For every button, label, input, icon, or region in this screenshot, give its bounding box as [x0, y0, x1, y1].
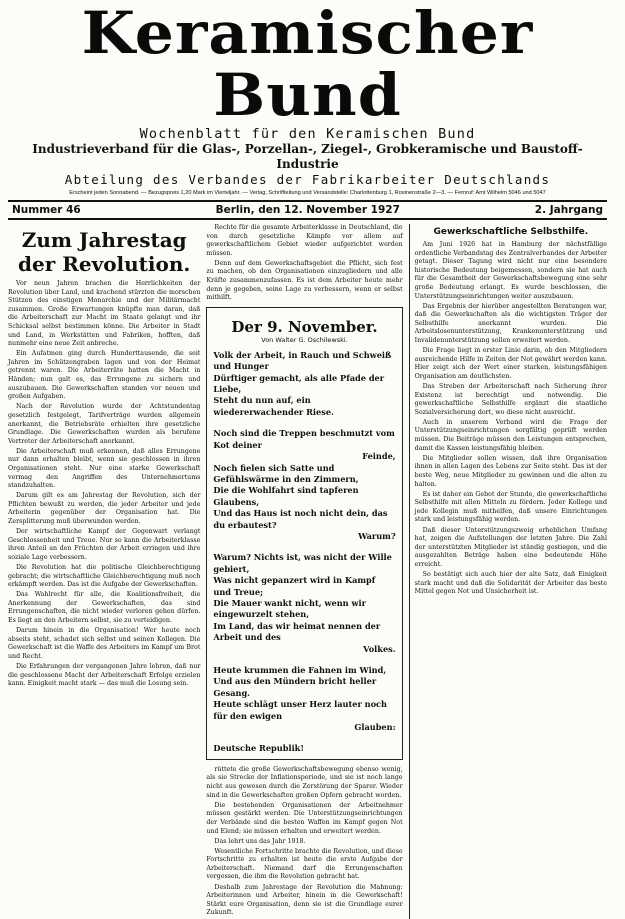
poem-line: Warum? Nichts ist, was nicht der Wille gebiert, [213, 552, 392, 574]
paragraph: Das Wahlrecht für alle, die Koalitionsfreiheit, die Anerkennung der Gewerkschaften, das sind Errungenschaften, die nicht wieder verloren gehen dürfen. Es liegt an den Arbeitern selbst, sie zu verteidigen. [8, 591, 201, 625]
middle-after-body [206, 766, 402, 918]
issue-number: Nummer 46 [12, 204, 81, 216]
paragraph: Die Revolution hat die politische Gleichberechtigung gebracht; die wirtschaftliche Gleichberechtigung muß noch erkämpft werden. Das ist die Aufgabe der Gewerkschaften. [8, 564, 201, 589]
paragraph: Darum gilt es am Jahrestag der Revolution, sich der Pflichten bewußt zu werden, die jeder Arbeiter und jede Arbeiterin gegenüber der Organisation hat. Die Zersplitterung muß überwunden werden. [8, 492, 201, 526]
paragraph: Auch in unserem Verband wird die Frage der Unterstützungseinrichtungen sorgfältig geprüft werden müssen. Die Beiträge müssen den Leistungen entsprechen, damit die Kassen leistungsfähig bleiben. [414, 418, 608, 452]
paragraph: Darum hinein in die Organisation! Wer heute noch abseits steht, schadet sich selbst und seinen Kollegen. Die Gewerkschaft ist die Waffe des Arbeiters im Kampf um Brot und Recht. [8, 627, 201, 660]
poem-stanza [213, 350, 395, 418]
poem-body [213, 350, 395, 755]
paragraph: Der wirtschaftliche Kampf der Gegenwart verlangt Geschlossenheit und Treue. Nur so kann die Arbeiterklasse ihren Anteil an den Früchten der Arbeit erringen und ihre soziale Lage verbessern. [8, 528, 201, 561]
issue-dateline: Berlin, den 12. November 1927 [215, 204, 400, 216]
abteilung-line: Abteilung des Verbandes der Fabrikarbeiter Deutschlands [64, 172, 551, 187]
poem-line: Noch sind die Treppen beschmutzt vom Kot deiner [213, 428, 395, 450]
paragraph: Die Mitglieder sollen wissen, daß ihre Organisation ihnen in allen Lagen des Lebens zur Seite steht. Das ist der beste Weg, neue Mitglieder zu gewinnen und die alten zu halten. [414, 454, 608, 488]
paragraph: Vor neun Jahren brachen die Herrlichkeiten der Revolution über Land, und krachend stürzten die morschen Stützen des einstigen Monarchie und der Militärmacht zusammen. Große Erwartungen knüpfte man daran, daß die Arbeiterschaft zur Macht im Staate gelangt und ihr Schicksal selbst bestimmen könne. Die Arbeiter in Stadt und Land, in Werkstätten und Fabriken, hofften, daß nunmehr eine neue Zeit anbreche. [8, 280, 201, 348]
poem-line: Dürftiger gemacht, als alle Pfade der Liebe, [213, 372, 385, 395]
paragraph: Ein Aufatmen ging durch Hunderttausende, die seit Jahren im Schützengraben lagen und von der Heimat getrennt waren. Die Arbeiterräte hatten die Macht in Händen; nun galt es, das Errungene zu sichern und auszubauen. Die Gewerkschaften standen vor neuen und großen Aufgaben. [8, 350, 201, 401]
paragraph: Die Erfahrungen der vergangenen Jahre lehren, daß nur die geschlossene Macht der Arbeiterschaft Erfolge erzielen kann. Einigkeit macht stark — das muß die Losung sein. [8, 663, 201, 688]
paragraph: Es ist daher ein Gebot der Stunde, die gewerkschaftliche Selbsthilfe mit allen Mitteln zu fördern. Jeder Kollege und jede Kollegin muß mithelfen, daß unsere Einrichtungen stark und leistungsfähig werden. [414, 490, 608, 524]
paragraph: Die bestehenden Organisationen der Arbeitnehmer müssen gestärkt werden. Die Unterstützungseinrichtungen der Verbände sind die besten Waffen im Kampf gegen Not und Elend; sie müssen erhalten und erweitert werden. [206, 801, 403, 835]
article-columns [8, 224, 607, 919]
paragraph: Die Frage liegt in erster Linie darin, ob den Mitgliedern ausreichende Hilfe in Zeiten der Not gewährt werden kann. Hier zeigt sich der Wert einer starken, leistungsfähigen Organisation am deutlichsten. [414, 347, 608, 380]
poem-line: Steht du nun auf, ein wiedererwachender Riese. [213, 395, 334, 417]
poem-line: Im Land, das wir heimat nennen der Arbeit und des [213, 620, 381, 643]
paragraph: Das Streben der Arbeiterschaft nach Sicherung ihrer Existenz ist berechtigt und notwendig. Die gewerkschaftliche Selbsthilfe ergänzt die staatliche Sozialversicherung dort, wo diese nicht ausreicht. [414, 383, 608, 416]
paragraph: Rechte für die gesamte Arbeiterklasse in Deutschland, die von durch gesetzliche Kämpfe vor allem auf gewerkschaftlichem Gebiet wieder aufgerichtet werden müssen. [206, 224, 403, 257]
paragraph: Das lehrt uns das Jahr 1918. [214, 837, 306, 845]
poem-closing: Deutsche Republik! [213, 743, 304, 754]
headline-selbsthilfe: Gewerkschaftliche Selbsthilfe. [433, 227, 589, 237]
right-column [409, 224, 607, 919]
paragraph: Wesentliche Fortschritte brachte die Revolution, und diese Fortschritte zu erhalten ist heute die erste Aufgabe der Arbeiterschaft. Niemand darf die Errungenschaften vergessen, die ihm die Revolution gebracht hat. [206, 847, 403, 881]
industrie-line: Industrieverband für die Glas-, Porzellan-, Ziegel-, Grobkeramische und Baustoff-Industrie [32, 142, 583, 171]
masthead [8, 2, 607, 198]
paragraph: Am Juni 1926 hat in Hamburg der nächstfällige ordentliche Verbandstag des Zentralverbandes der Arbeiter getagt. Dieser Tagung wird nicht nur eine besondere historische Bedeutung beigemessen, sondern sie hat auch für die Gesamtheit der Gewerkschaftsbewegung eine sehr große Bedeutung erlangt. Es wurde beschlossen, die Unterstützungseinrichtungen weiter auszubauen. [414, 241, 608, 300]
poem-title: Der 9. November. [231, 317, 378, 336]
poem-line: Glauben: [354, 722, 396, 733]
paragraph: rüttete die große Gewerkschaftsbewegung ebenso wenig, als sie Strecke der Inflationsperiode, und sie ist noch lange nicht aus gewesen durch die Zerstörung der Sparer. Wieder sind in die Gewerkschaften großen Opfern gebracht worden. [206, 765, 403, 799]
paragraph: So bestätigt sich auch hier der alte Satz, daß Einigkeit stark macht und daß die Solidarität der Arbeiter das beste Mittel gegen Not und Unsicherheit ist. [414, 570, 608, 596]
poem-line: Volk der Arbeit, in Rauch und Schweiß und Hunger [213, 349, 392, 372]
paragraph: Die Arbeiterschaft muß erkennen, daß alles Errungene nur dann erhalten bleibt, wenn sie geschlossen in ihren Organisationen steht. Nur eine starke Gewerkschaft vermag den Angriffen des Unternehmertums standzuhalten. [8, 447, 201, 490]
paragraph: Denn auf dem Gewerkschaftsgebiet die Pflicht, sich fest zu machen, ob den Organisationen einzugliedern und alle Kräfte zusammenzufassen. Es ist dem Arbeiter heute mehr denn je gegeben, seine Lage zu verbessern, wenn er selbst mithilft. [206, 259, 403, 302]
issue-bar [8, 200, 607, 220]
poem-line: Volkes. [363, 643, 396, 654]
poem-line: Heute krummen die Fahnen im Wind, [213, 665, 387, 675]
poem-stanza [213, 552, 395, 655]
left-column [8, 224, 200, 919]
poem-stanza [213, 428, 395, 542]
middle-column [206, 224, 402, 919]
poem-author: Von Walter G. Oschilewski. [261, 335, 348, 344]
poem-line: Noch fielen sich Satte und Gefühlswärme in den Zimmern, [213, 462, 359, 484]
poem-line: Und das Haus ist noch nicht dein, das du erbautest? [213, 508, 388, 530]
issue-jahrgang: 2. Jahrgang [534, 204, 603, 216]
headline-revolution: Zum Jahrestag der Revolution. [18, 228, 191, 276]
right-article-body [415, 241, 607, 597]
poem-line: Die Mauer wankt nicht, wenn wir eingewurzelt stehen, [213, 597, 366, 620]
middle-intro-body [206, 224, 402, 303]
publication-info: Erscheint jeden Sonnabend. — Bezugspreis 1,20 Mark im Vierteljahr. — Verlag, Schriftleitung und Versandstelle: Charlottenburg 1, Rosinenstraße 2—3. — Fernruf: Amt Wilhelm 5046 und 5047 [69, 190, 546, 196]
poem-line: Heute schlägt unser Herz lauter noch für den ewigen [213, 699, 387, 721]
paragraph: Daß dieser Unterstützungszweig erheblichen Umfang hat, zeigen die Aufstellungen der letzten Jahre. Die Zahl der unterstützten Mitglieder ist ständig gestiegen, und die ausgezahlten Beträge haben eine bedeutende Höhe erreicht. [414, 526, 608, 568]
paragraph: Das Ergebnis der hierüber angestellten Beratungen war, daß die Gewerkschaften als die wichtigsten Träger der Selbsthilfe anerkannt wurden. Die Arbeitslosenunterstützung, Krankenunterstützung und Invalidenunterstützung sollen erweitert werden. [414, 302, 608, 345]
paragraph: Deshalb zum Jahrestage der Revolution die Mahnung: Arbeiterinnen und Arbeiter, hinein in die Gewerkschaft! Stärkt eure Organisation, denn sie ist die Grundlage eurer Zukunft. [206, 883, 403, 917]
poem-box [206, 307, 402, 760]
left-article-body [8, 280, 200, 689]
poem-line: Und aus den Mündern bricht heller Gesang. [213, 676, 377, 698]
newspaper-subtitle: Wochenblatt für den Keramischen Bund [139, 126, 476, 142]
poem-line: Feinde, [362, 451, 396, 462]
poem-stanza [213, 665, 395, 733]
poem-line: Warum? [358, 530, 396, 541]
newspaper-title: Keramischer Bund [81, 0, 534, 129]
poem-line: Die die Wohlfahrt sind tapferen Glaubens, [213, 485, 359, 507]
poem-line: Was nicht gepanzert wird in Kampf und Treue; [213, 575, 376, 597]
paragraph: Nach der Revolution wurde der Achtstundentag gesetzlich festgelegt, Tarifverträge wurden allgemein anerkannt, die Betriebsräte erhielten ihre gesetzliche Grundlage. Die Gewerkschaften wurden als berufene Vertreter der Arbeiterschaft anerkannt. [8, 403, 201, 445]
